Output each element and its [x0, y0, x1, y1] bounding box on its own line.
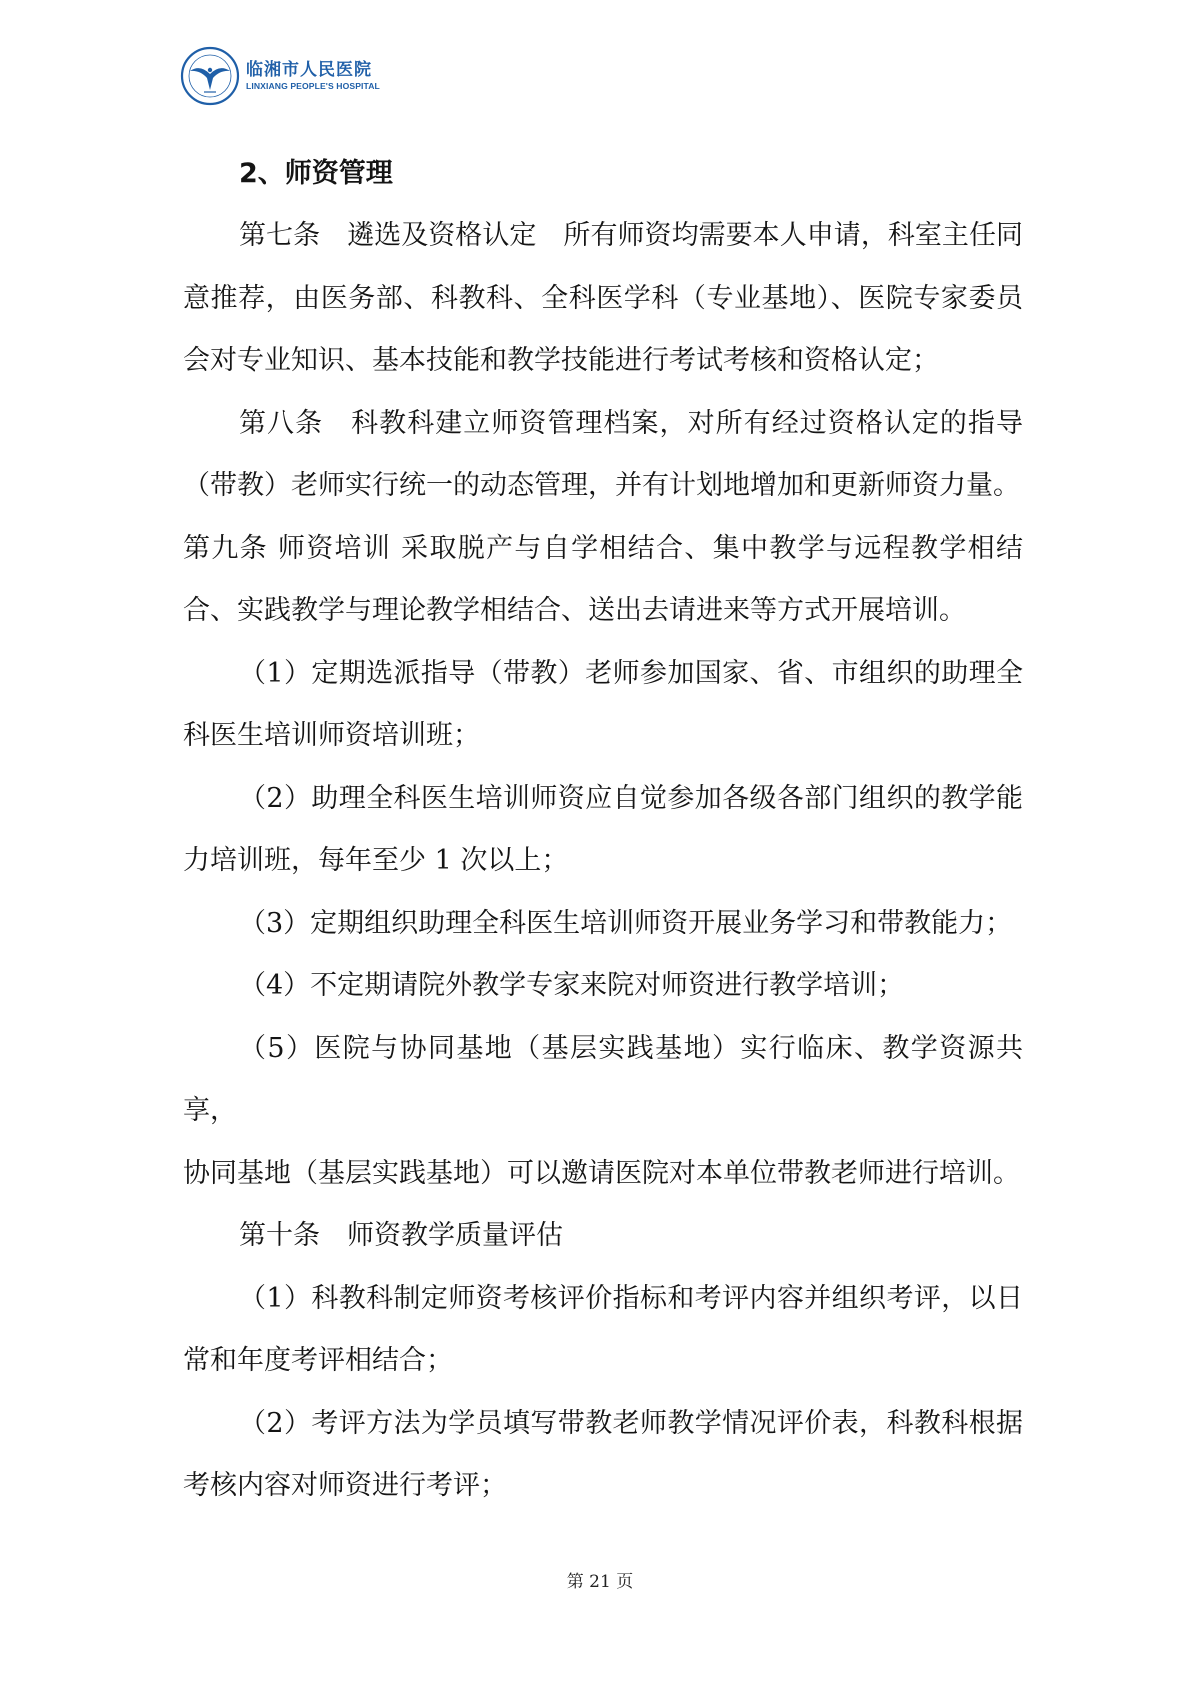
hospital-logo [180, 46, 380, 106]
page-number: 第 21 页 [566, 1572, 634, 1592]
training-item-3: （3）定期组织助理全科医生培训师资开展业务学习和带教能力； [239, 907, 1013, 939]
section-heading: 2、师资管理 [239, 158, 393, 189]
evaluation-item-2: （2）考评方法为学员填写带教老师教学情况评价表，科教科根据考核内容对师资进行考评； [183, 1407, 1023, 1501]
article-8-paragraph: 第八条 科教科建立师资管理档案，对所有经过资格认定的指导（带教）老师实行统一的动态管理，并有计划地增加和更新师资力量。 [183, 407, 1023, 501]
training-item-5: （5）医院与协同基地（基层实践基地）实行临床、教学资源共享， [183, 1032, 1023, 1126]
training-item-5-continued: 协同基地（基层实践基地）可以邀请医院对本单位带教老师进行培训。 [183, 1157, 1020, 1189]
hospital-emblem-icon [180, 46, 240, 106]
logo-name-en: LINXIANG PEOPLE'S HOSPITAL [246, 81, 380, 91]
article-9-paragraph: 第九条 师资培训 采取脱产与自学相结合、集中教学与远程教学相结合、实践教学与理论教学相结合、送出去请进来等方式开展培训。 [183, 532, 1023, 626]
evaluation-item-1: （1）科教科制定师资考核评价指标和考评内容并组织考评，以日常和年度考评相结合； [183, 1282, 1023, 1376]
training-item-1: （1）定期选派指导（带教）老师参加国家、省、市组织的助理全科医生培训师资培训班； [183, 657, 1023, 751]
article-10-heading: 第十条 师资教学质量评估 [239, 1220, 563, 1251]
document-body [183, 143, 1023, 1518]
logo-text [246, 60, 380, 92]
training-item-4: （4）不定期请院外教学专家来院对师资进行教学培训； [239, 970, 905, 1001]
article-7-paragraph: 第七条 遴选及资格认定 所有师资均需要本人申请，科室主任同意推荐，由医务部、科教科、全科医学科（专业基地）、医院专家委员会对专业知识、基本技能和教学技能进行考试考核和资格认定； [183, 220, 1023, 376]
logo-name-cn: 临湘市人民医院 [246, 60, 372, 80]
training-item-2: （2）助理全科医生培训师资应自觉参加各级各部门组织的教学能力培训班，每年至少 1 次以上； [183, 782, 1023, 876]
